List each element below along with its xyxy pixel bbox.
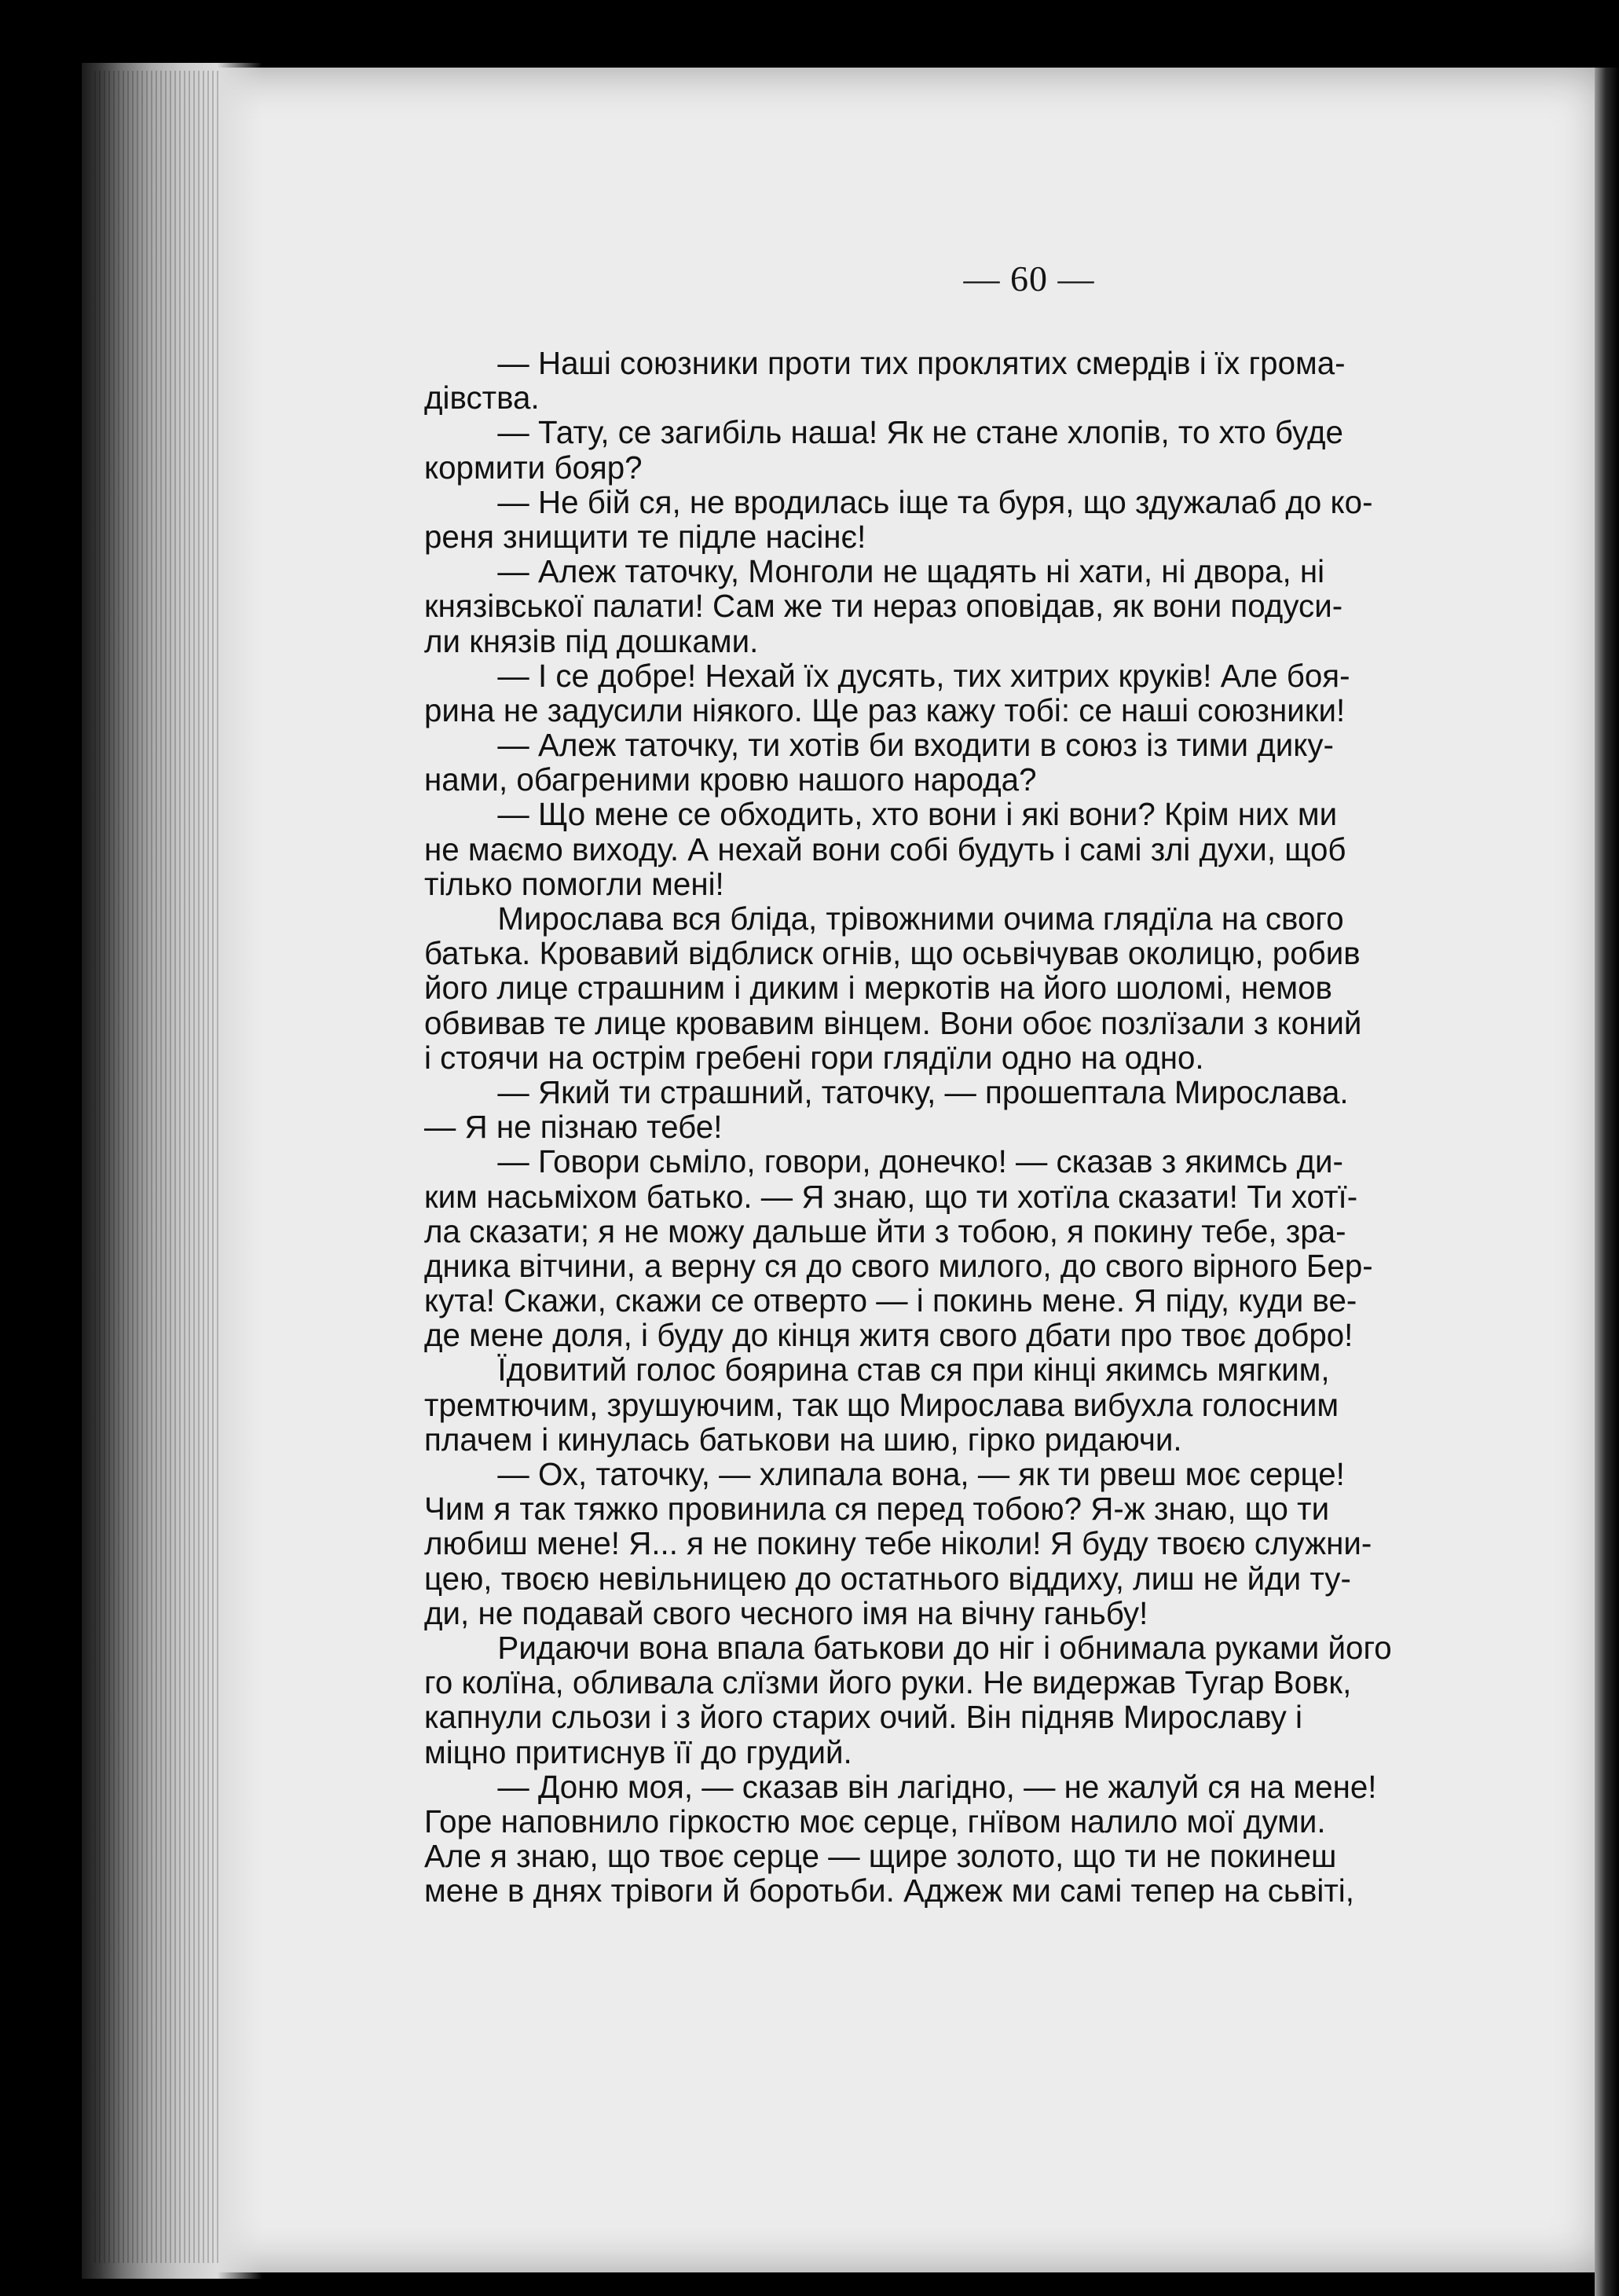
text-line: — Який ти страшний, таточку, — прошептала Мирослава. <box>497 1073 1349 1110</box>
text-line: ким насьміхом батько. — Я знаю, що ти хотїла сказати! Ти хотї- <box>424 1178 1358 1215</box>
text-line: ла сказати; я не можу дальше йти з тобою, я покину тебе, зра- <box>424 1212 1346 1249</box>
text-line: — Алеж таточку, ти хотів би входити в союз із тими дику- <box>497 727 1334 764</box>
text-line: князівської палати! Сам же ти нераз оповідав, як вони подуси- <box>424 588 1343 625</box>
text-line: дівства. <box>424 380 540 416</box>
text-line: реня знищити те підле насінє! <box>424 518 866 555</box>
text-line: любиш мене! Я... я не покину тебе ніколи! Я буду твоєю служни- <box>424 1525 1372 1562</box>
text-line: кута! Скажи, скажи се отверто — і покинь мене. Я піду, куди ве- <box>424 1282 1357 1319</box>
text-line: не маємо виходу. А нехай вони собі будуть і самі злі духи, щоб <box>424 831 1346 867</box>
text-line: — Тату, се загибіль наша! Як не стане хлопів, то хто буде <box>497 414 1343 451</box>
text-line: Їдовитий голос боярина став ся при кінці якимсь мягким, <box>497 1352 1330 1388</box>
text-line: — Говори сьміло, говори, донечко! — сказав з якимсь ди- <box>497 1143 1343 1180</box>
page-number: — 60 — <box>963 259 1095 299</box>
text-line: дника вітчини, а верну ся до свого милого, до свого вірного Бер- <box>424 1247 1373 1284</box>
text-line: го колїна, обливала слїзми його руки. Не видержав Тугар Вовк, <box>424 1664 1352 1701</box>
text-line: міцно притиснув її до грудий. <box>424 1733 852 1770</box>
text-line: Чим я так тяжко провинила ся перед тобою? Я-ж знаю, що ти <box>424 1491 1330 1528</box>
text-line: Горе наповнило гіркостю моє серце, гнївом налило мої думи. <box>424 1803 1326 1839</box>
body-text <box>424 346 1614 1908</box>
text-line: — Алеж таточку, Монголи не щадять ні хати, ні двора, ні <box>497 553 1325 590</box>
text-line: де мене доля, і буду до кінця житя свого дбати про твоє добро! <box>424 1317 1353 1354</box>
text-line: тремтючим, зрушуючим, так що Мирослава вибухла голосним <box>424 1386 1339 1423</box>
text-line: і стоячи на острім гребені гори глядїли одно на одно. <box>424 1039 1204 1076</box>
text-line: — Не бій ся, не вродилась іще та буря, що здужалаб до ко- <box>497 483 1373 520</box>
text-line: плачем і кинулась батькови на шию, гірко ридаючи. <box>424 1421 1182 1458</box>
text-line: — Доню моя, — сказав він лагідно, — не жалуй ся на мене! <box>497 1768 1377 1805</box>
text-line: рина не задусили ніякого. Ще раз кажу тобі: се наші союзники! <box>424 691 1346 728</box>
text-line: — Я не пізнаю тебе! <box>424 1109 723 1146</box>
text-line: кормити бояр? <box>424 449 643 486</box>
text-line: обвивав те лице кровавим вінцем. Вони обоє позлїзали з коний <box>424 1004 1362 1041</box>
text-line: — Ох, таточку, — хлипала вона, — як ти рвеш моє серце! <box>497 1456 1345 1492</box>
text-line: ди, не подавай свого чесного імя на вічну ганьбу! <box>424 1594 1148 1631</box>
text-line: його лице страшним і диким і меркотів на його шоломі, немов <box>424 970 1332 1007</box>
text-line: Але я знаю, що твоє серце — щире золото, що ти не покинеш <box>424 1838 1337 1875</box>
text-line: тілько помогли мені! <box>424 865 724 902</box>
text-line: капнули сльози і з його старих очий. Він підняв Мирославу і <box>424 1699 1302 1736</box>
text-line: нами, обагреними кровю нашого народа? <box>424 761 1037 798</box>
text-line: цею, твоєю невільницею до остатнього віддиху, лиш не йди ту- <box>424 1560 1351 1597</box>
text-line: батька. Кровавий відблиск огнів, що осьвічував околицю, робив <box>424 935 1361 972</box>
text-line: — Наші союзники проти тих проклятих смердів і їх грома- <box>497 345 1346 381</box>
text-line: Мирослава вся бліда, трівожними очима глядїла на свого <box>497 900 1344 937</box>
text-line: — І се добре! Нехай їх дусять, тих хитрих круків! Але боя- <box>497 657 1350 694</box>
text-line: — Що мене се обходить, хто вони і які вони? Крім них ми <box>497 796 1338 833</box>
text-line: ли князів під дошками. <box>424 622 759 659</box>
text-line: мене в днях трівоги й боротьби. Аджеж ми самі тепер на сьвіті, <box>424 1872 1354 1909</box>
book-page-edge-texture <box>94 71 220 2263</box>
text-line: Ридаючи вона впала батькови до ніг і обнимала руками його <box>497 1629 1392 1666</box>
